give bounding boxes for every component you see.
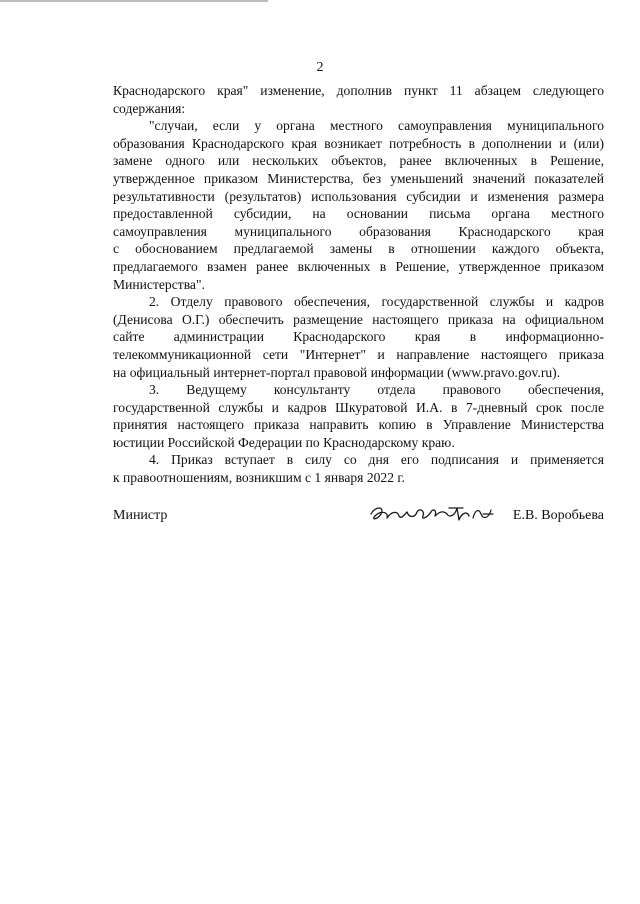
- text-line: к правоотношениям, возникшим с 1 января 2022 г.: [113, 470, 405, 486]
- document-body: [113, 82, 604, 487]
- paragraph-item-4: [113, 451, 604, 486]
- text-line: сайте администрации Краснодарского края в информационно-: [113, 329, 604, 345]
- text-line: замене одного или нескольких объектов, ранее включенных в Решение,: [113, 153, 604, 169]
- text-line: телекоммуникационной сети "Интернет" и направление настоящего приказа: [113, 346, 604, 362]
- text-line: содержания:: [113, 100, 186, 116]
- text-line: 3. Ведущему консультанту отдела правового обеспечения,: [149, 382, 604, 398]
- top-scan-rule: [0, 0, 268, 2]
- text-line: "случаи, если у органа местного самоуправления муниципального: [149, 118, 604, 134]
- text-line: на официальный интернет-портал правовой информации (www.pravo.gov.ru).: [113, 364, 561, 380]
- text-line: результативности (результатов) использования субсидии и изменения размера: [113, 188, 604, 204]
- handwritten-signature: [365, 500, 497, 530]
- signatory-name: Е.В. Воробьева: [512, 508, 604, 523]
- paragraph-quoted-amendment: [113, 117, 604, 293]
- text-line: утвержденное приказом Министерства, без уменьшений значений показателей: [113, 170, 604, 186]
- text-line: юстиции Российской Федерации по Краснодарскому краю.: [113, 434, 455, 450]
- paragraph-item-3: [113, 381, 604, 451]
- text-line: 2. Отделу правового обеспечения, государственной службы и кадров: [149, 294, 604, 310]
- paragraph-item-2: [113, 293, 604, 381]
- text-line: самоуправления муниципального образования Краснодарского края: [113, 223, 604, 239]
- text-line: (Денисова О.Г.) обеспечить размещение настоящего приказа на официальном: [113, 311, 604, 327]
- text-line: 4. Приказ вступает в силу со дня его подписания и применяется: [149, 452, 604, 468]
- paragraph-intro: [113, 82, 604, 117]
- text-line: предоставленной субсидии, на основании письма органа местного: [113, 206, 604, 222]
- text-line: Министерства".: [113, 276, 205, 292]
- text-line: образования Краснодарского края возникает потребность в дополнении и (или): [113, 135, 604, 151]
- text-line: Краснодарского края" изменение, дополнив пункт 11 абзацем следующего: [113, 83, 604, 98]
- text-line: предлагаемого взамен ранее включенных в Решение, утвержденное приказом: [113, 258, 604, 274]
- text-line: государственной службы и кадров Шкуратовой И.А. в 7-дневный срок после: [113, 399, 604, 415]
- signatory-title: Министр: [113, 508, 168, 523]
- signature-block: [113, 500, 604, 540]
- text-line: с обоснованием предлагаемой замены в отношении каждого объекта,: [113, 241, 604, 257]
- page-number: 2: [316, 60, 324, 75]
- text-line: принятия настоящего приказа направить копию в Управление Министерства: [113, 417, 604, 433]
